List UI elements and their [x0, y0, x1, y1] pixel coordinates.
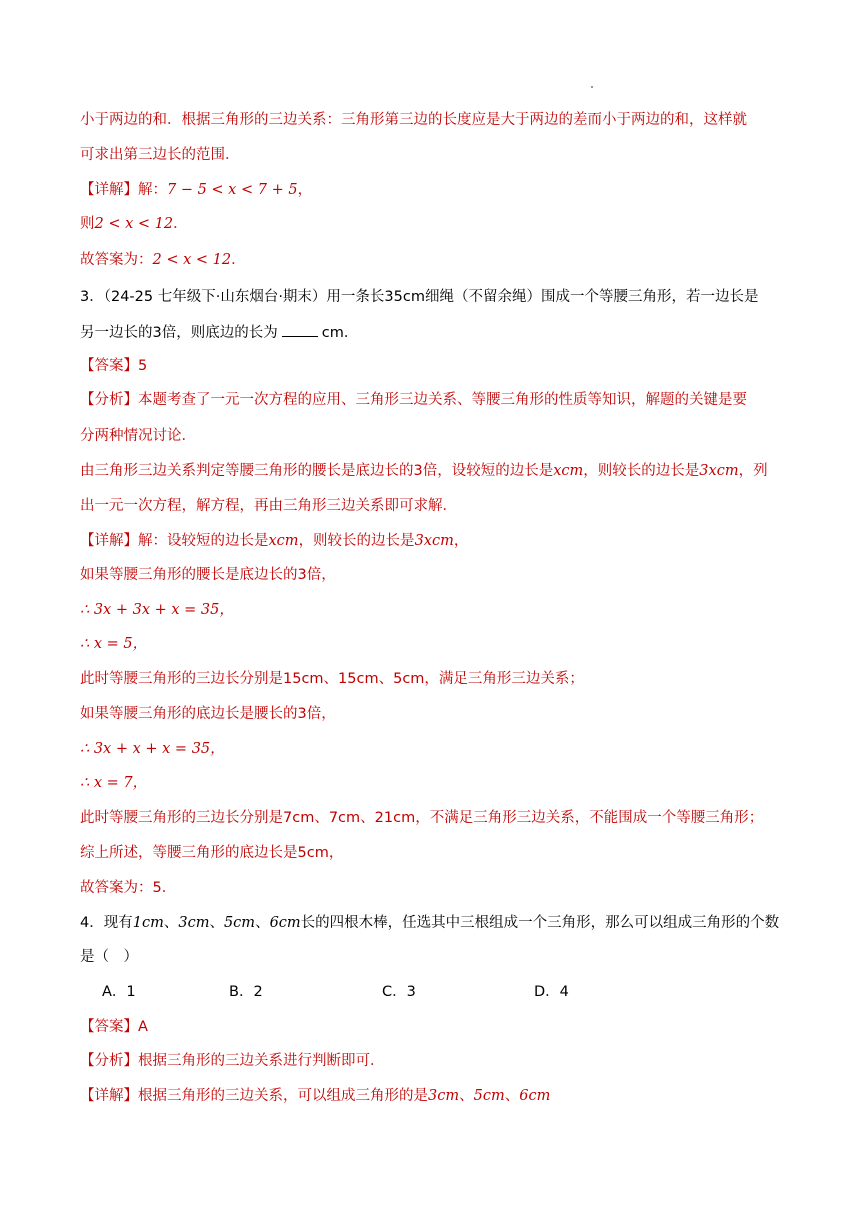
- answer-blank: [282, 322, 318, 337]
- text: cm．: [321, 325, 359, 341]
- math-expression: 2 < x < 12: [94, 216, 174, 232]
- punct: ，: [453, 533, 469, 549]
- question-3-stem: 3．（24-25 七年级下·山东烟台·期末）用一条长35cm细绳（不留余绳）围成一个等腰三角形，若一边长是: [80, 289, 759, 305]
- math-expression: 6cm: [269, 915, 301, 931]
- equation-line: ∴ 3x + 3x + x = 35，: [80, 602, 234, 618]
- punct: ．: [173, 216, 188, 232]
- math-expression: 2 < x < 12: [152, 252, 232, 268]
- math-expression: 5cm: [223, 915, 256, 931]
- option-b: B．2: [229, 984, 263, 1000]
- equation-line: ∴ x = 7，: [80, 775, 148, 791]
- detail-text: 解：: [138, 182, 167, 198]
- option-c: C．3: [382, 984, 416, 1000]
- question-4-stem: [80, 913, 779, 933]
- text-line: [80, 214, 188, 234]
- answer-line: [80, 356, 147, 376]
- analysis-tag: 【分析】: [80, 1053, 138, 1069]
- detail-line: [80, 180, 312, 200]
- text-line: 综上所述，等腰三角形的底边长是5cm，: [80, 845, 344, 861]
- text-line: [80, 250, 246, 270]
- math-expression: 7 − 5 < x < 7 + 5: [167, 182, 298, 198]
- question-3-stem-line2: [80, 322, 358, 343]
- analysis-text: 本题考查了一元一次方程的应用、三角形三边关系、等腰三角形的性质等知识，解题的关键是要: [138, 392, 747, 408]
- punct: ，: [297, 182, 313, 198]
- math-expression: 1cm: [132, 915, 164, 931]
- text: 故答案为：: [80, 252, 153, 268]
- detail-line: [80, 531, 468, 551]
- text-line: [80, 461, 768, 481]
- text-line: 如果等腰三角形的腰长是底边长的3倍，: [80, 567, 336, 583]
- punct: ．: [231, 252, 246, 268]
- text: ，则较长的边长是: [298, 533, 415, 549]
- detail-tag: 【详解】: [80, 1088, 138, 1104]
- math-expression: 5cm: [473, 1088, 505, 1104]
- text-line: 此时等腰三角形的三边长分别是15cm、15cm、5cm，满足三角形三边关系；: [80, 671, 584, 687]
- answer-value: 5: [138, 358, 148, 374]
- math-expression: 3xcm: [699, 463, 739, 479]
- math-expression: 6cm: [519, 1088, 551, 1104]
- math-expression: 3cm: [178, 915, 210, 931]
- text: 解：设较短的边长是: [138, 533, 269, 549]
- analysis-line: [80, 390, 747, 410]
- text-line: 可求出第三边长的范围．: [80, 147, 240, 163]
- sep: 、: [459, 1088, 474, 1104]
- answer-line: [80, 1017, 148, 1037]
- sep: 、: [163, 915, 179, 931]
- math-expression: 3cm: [428, 1088, 460, 1104]
- math-expression: xcm: [553, 463, 584, 479]
- sep: 、: [504, 1088, 520, 1104]
- text-line: 出一元一次方程，解方程，再由三角形三边关系即可求解．: [80, 498, 457, 514]
- text-line: 如果等腰三角形的底边长是腰长的3倍，: [80, 706, 336, 722]
- analysis-line: [80, 1051, 385, 1071]
- text: 则: [80, 216, 95, 232]
- detail-line: [80, 1086, 550, 1106]
- question-4-stem-line2: 是（ ）: [80, 949, 138, 965]
- sep: 、: [209, 915, 224, 931]
- option-d: D．4: [534, 984, 569, 1000]
- detail-tag: 【详解】: [80, 182, 138, 198]
- answer-value: A: [138, 1019, 148, 1035]
- detail-tag: 【详解】: [80, 533, 138, 549]
- math-expression: xcm: [268, 533, 299, 549]
- math-expression: 3xcm: [414, 533, 454, 549]
- text: ，则较长的边长是: [583, 463, 700, 479]
- text: 根据三角形的三边关系，可以组成三角形的是: [138, 1088, 428, 1104]
- sep: 、: [255, 915, 270, 931]
- text: 长的四根木棒，任选其中三根组成一个三角形，那么可以组成三角形的个数: [300, 915, 780, 931]
- text-line: 分两种情况讨论．: [80, 428, 196, 444]
- option-a: A．1: [102, 984, 136, 1000]
- text: 由三角形三边关系判定等腰三角形的腰长是底边长的3倍，设较短的边长是: [80, 463, 554, 479]
- analysis-tag: 【分析】: [80, 392, 138, 408]
- page-mark: [591, 86, 593, 88]
- text-line: 此时等腰三角形的三边长分别是7cm、7cm、21cm，不满足三角形三边关系，不能围成一个等腰三角形；: [80, 810, 764, 826]
- answer-tag: 【答案】: [80, 358, 138, 374]
- equation-line: ∴ x = 5，: [80, 636, 148, 652]
- analysis-text: 根据三角形的三边关系进行判断即可．: [138, 1053, 385, 1069]
- equation-line: ∴ 3x + x + x = 35，: [80, 741, 225, 757]
- text-line: 小于两边的和．根据三角形的三边关系：三角形第三边的长度应是大于两边的差而小于两边的和，这样就: [80, 112, 747, 128]
- text: 另一边长的3倍，则底边的长为: [80, 325, 278, 341]
- text: 4．现有: [80, 915, 133, 931]
- answer-tag: 【答案】: [80, 1019, 138, 1035]
- text-line: 故答案为：5．: [80, 880, 177, 896]
- text: ，列: [738, 463, 768, 479]
